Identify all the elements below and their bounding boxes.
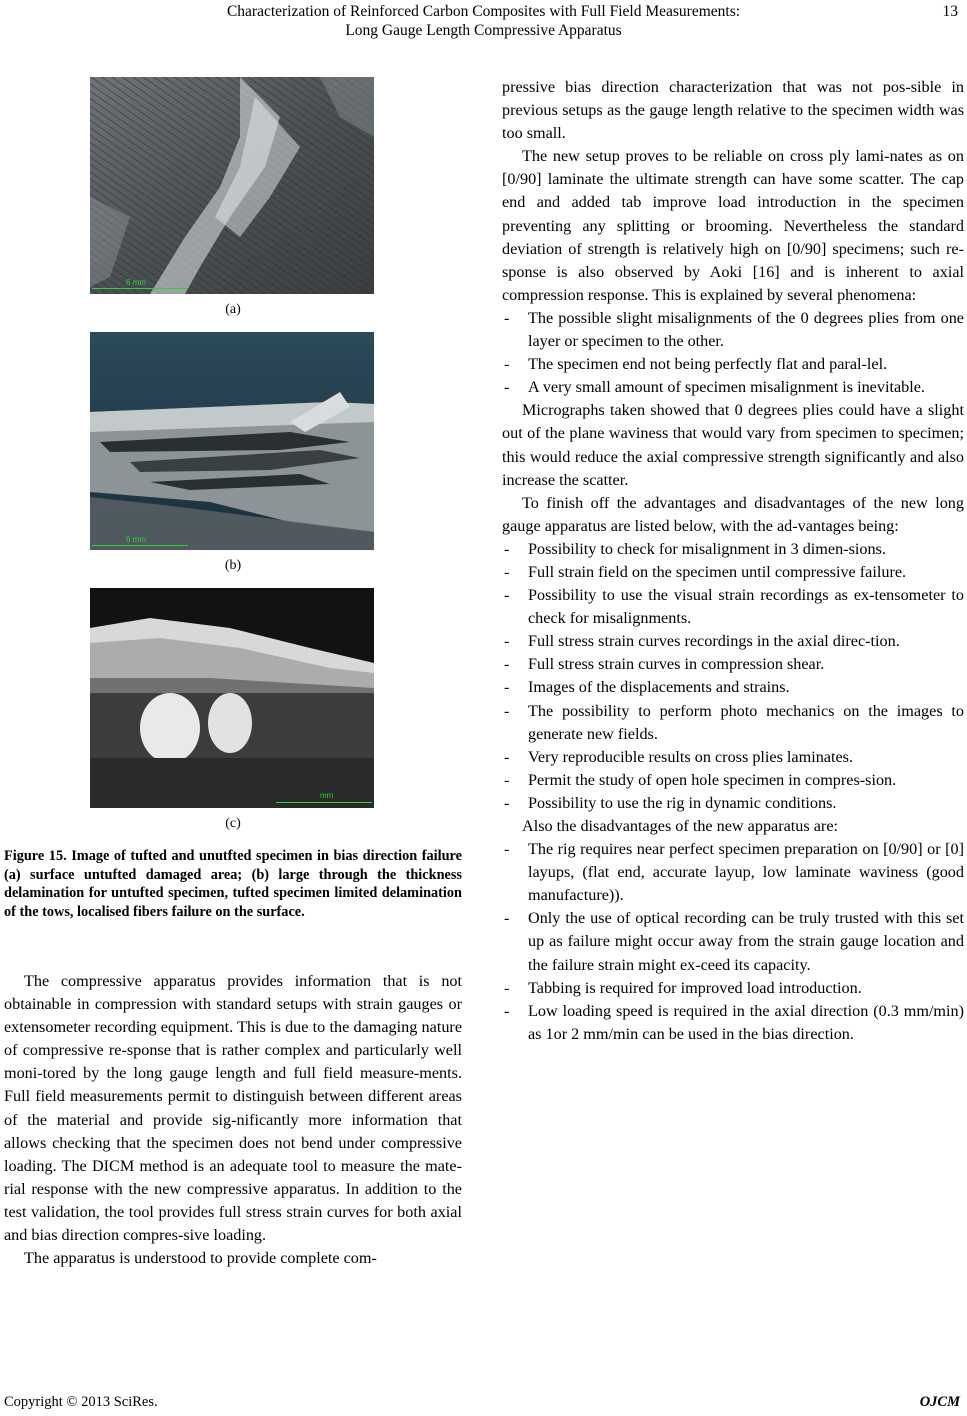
scale-bar [92,545,188,546]
list-item: - Possibility to use the visual strain recordings as ex-tensometer to check for misalignments. [504,586,964,628]
paragraph: pressive bias direction characterization that was not pos-sible in previous setups as the gauge length relative to the specimen width was too small. [502,78,964,143]
list-item: - Full stress strain curves recordings in the axial direc-tion. [504,632,900,651]
paragraph: Micrographs taken showed that 0 degrees plies could have a slight out of the plane waviness that would vary from specimen to specimen; this would reduce the axial compressive strength significantly and also increase the scatter. [502,401,964,489]
list-item: - Low loading speed is required in the axial direction (0.3 mm/min) as 1or 2 mm/min can be used in the bias direction. [504,1001,964,1043]
list-item: - Very reproducible results on cross plies laminates. [504,747,854,766]
running-header [0,2,967,40]
micrograph-a [90,77,374,294]
panel-c-label: (c) [225,816,241,831]
advantages-list [502,538,964,815]
page-number: 13 [942,3,958,20]
left-body-text [4,970,462,1270]
list-item: - Tabbing is required for improved load introduction. [504,978,862,997]
paragraph: The new setup proves to be reliable on cross ply lami-nates as on [0/90] laminate the ultimate strength can have some scatter. The cap end and added tab improve load introduction in the specimen preventing any splitting or brooming. Nevertheless the standard deviation of strength is relatively high on [0/90] specimens; such re-sponse is also observed by Aoki [16] and is inherent to axial compression response. This is explained by several phenomena: [502,147,964,304]
panel-a-label: (a) [225,302,241,317]
list-item: - The possible slight misalignments of the 0 degrees plies from one layer or specimen to the other. [504,308,964,351]
panel-b-label: (b) [224,558,242,573]
list-item: - Full stress strain curves in compression shear. [504,655,825,674]
paragraph: The compressive apparatus provides information that is not obtainable in compression with standard setups with strain gauges or extensometer recording equipment. This is due to the damaging nature of compressive re-sponse that is rather complex and particularly well moni-tored by the long gauge length and full field measure-ments. Full field measurements permit to distinguish between different areas of the material and provide sig-nificantly more information that allows checking that the specimen does not bend under compressive loading. The DICM method is an adequate tool to measure the mate-rial response with the new compressive apparatus. In addition to the test validation, the tool provides full stress strain curves for both axial and bias direction compres-sive loading. [4,972,462,1245]
paragraph: The apparatus is understood to provide complete com- [24,1249,377,1268]
list-item: - Permit the study of open hole specimen in compres-sion. [504,770,897,789]
footer-copyright: Copyright © 2013 SciRes. [4,1394,158,1410]
right-column [502,76,964,1046]
figure-panel-a-image [90,77,374,294]
list-item: - Images of the displacements and strains. [504,678,790,697]
scale-bar-label: 6 mm [126,278,146,287]
header-title-line1: Characterization of Reinforced Carbon Composites with Full Field Measurements: [226,3,741,20]
phenomena-list [502,307,964,399]
list-item: - The rig requires near perfect specimen preparation on [0/90] or [0] layups, (flat end, accurate layup, low laminate waviness (good manufacture)). [504,840,964,905]
list-item: - A very small amount of specimen misalignment is inevitable. [504,378,925,397]
figure-caption: Figure 15. Image of tufted and unutfted specimen in bias direction failure (a) surface untufted damaged area; (b) large through the thickness delamination for untufted specimen, tufted specimen limited delamination of the tows, localised fibers failure on the surface. [4,848,462,920]
micrograph-b [90,332,374,550]
list-item: - Possibility to check for misalignment in 3 dimen-sions. [504,539,886,558]
paragraph: To finish off the advantages and disadvantages of the new long gauge apparatus are listed below, with the ad-vantages being: [502,493,964,535]
micrograph-c [90,588,374,808]
list-item: - The specimen end not being perfectly flat and paral-lel. [504,355,888,374]
scale-bar-label: 6 mm [126,535,146,544]
figure-panel-c-image [90,588,374,808]
list-item: - The possibility to perform photo mechanics on the images to generate new fields. [504,701,964,743]
left-column [4,76,462,1376]
scale-bar-label: mm [320,791,334,800]
header-title-line2: Long Gauge Length Compressive Apparatus [345,22,622,39]
scale-bar [276,802,372,803]
footer-journal: OJCM [919,1394,960,1410]
list-item: - Possibility to use the rig in dynamic conditions. [504,793,837,812]
scale-bar [92,288,188,289]
list-item: - Full strain field on the specimen until compressive failure. [504,562,907,581]
paragraph: Also the disadvantages of the new apparatus are: [522,817,838,835]
disadvantages-list [502,838,964,1046]
list-item: - Only the use of optical recording can be truly trusted with this set up as failure might occur away from the strain gauge location and the failure strain might ex-ceed its capacity. [504,909,964,974]
figure-panel-b-image [90,332,374,550]
